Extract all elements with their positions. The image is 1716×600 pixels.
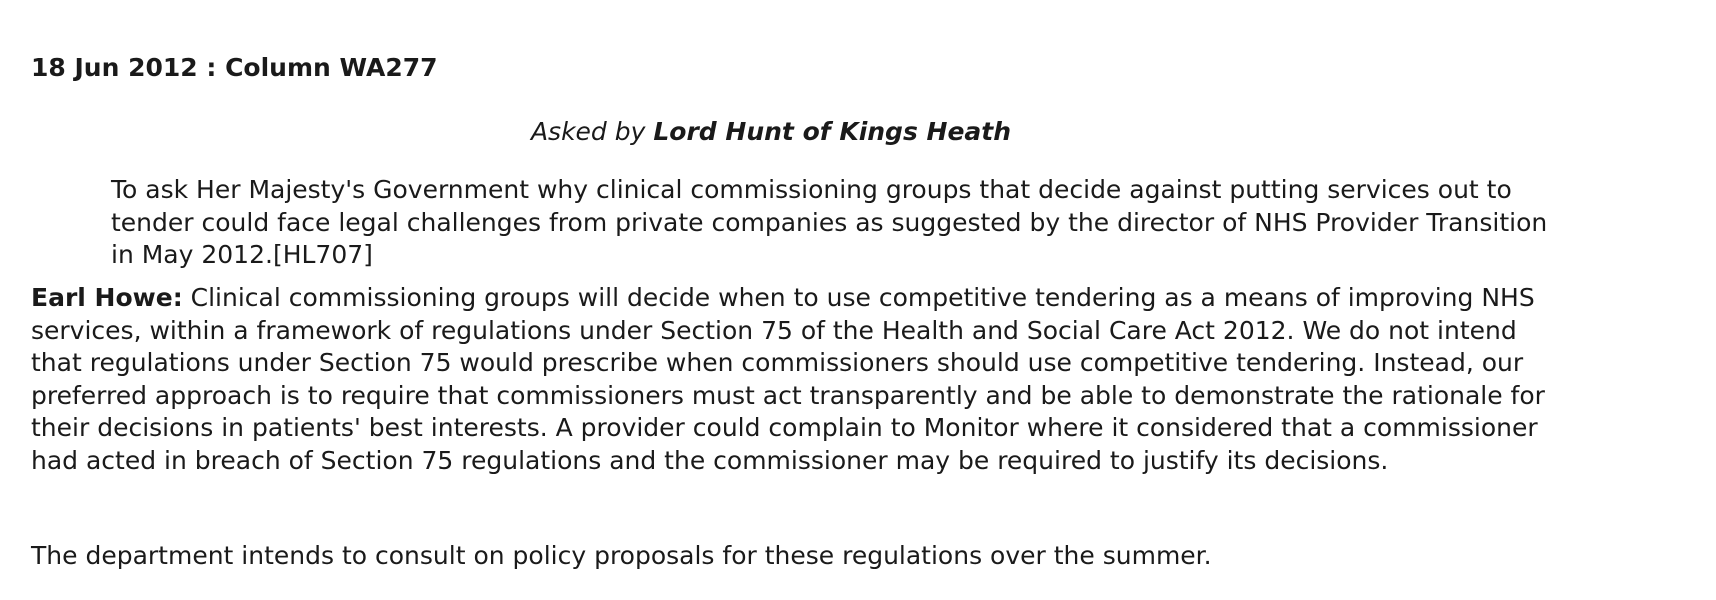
asked-by-line — [31, 114, 1511, 150]
question-text: To ask Her Majesty's Government why clinical commissioning groups that decide against putting services out to tender could face legal challenges from private companies as suggested by the director of NHS Provider Transition in May 2012.[HL707] — [111, 175, 1548, 269]
asked-by-prefix: Asked by — [530, 117, 646, 146]
answer-text: Clinical commissioning groups will decide when to use competitive tendering as a means of improving NHS services, within a framework of regulations under Section 75 of the Health and Social Care Act 2012. We do not intend that regulations under Section 75 would prescribe when commissioners should use competitive tendering. Instead, our preferred approach is to require that commissioners must act transparently and be able to demonstrate the rationale for their decisions in patients' best interests. A provider could complain to Monitor where it considered that a commissioner had acted in breach of Section 75 regulations and the commissioner may be required to justify its decisions. — [31, 283, 1545, 475]
asker-name: Lord Hunt of Kings Heath — [653, 117, 1012, 146]
column-heading: 18 Jun 2012 : Column WA277 — [31, 53, 438, 82]
answer-paragraph — [31, 282, 1551, 477]
answer-speaker: Earl Howe: — [31, 283, 183, 312]
hansard-page — [31, 50, 1551, 570]
closing-paragraph: The department intends to consult on policy proposals for these regulations over the summer. — [31, 541, 1212, 570]
